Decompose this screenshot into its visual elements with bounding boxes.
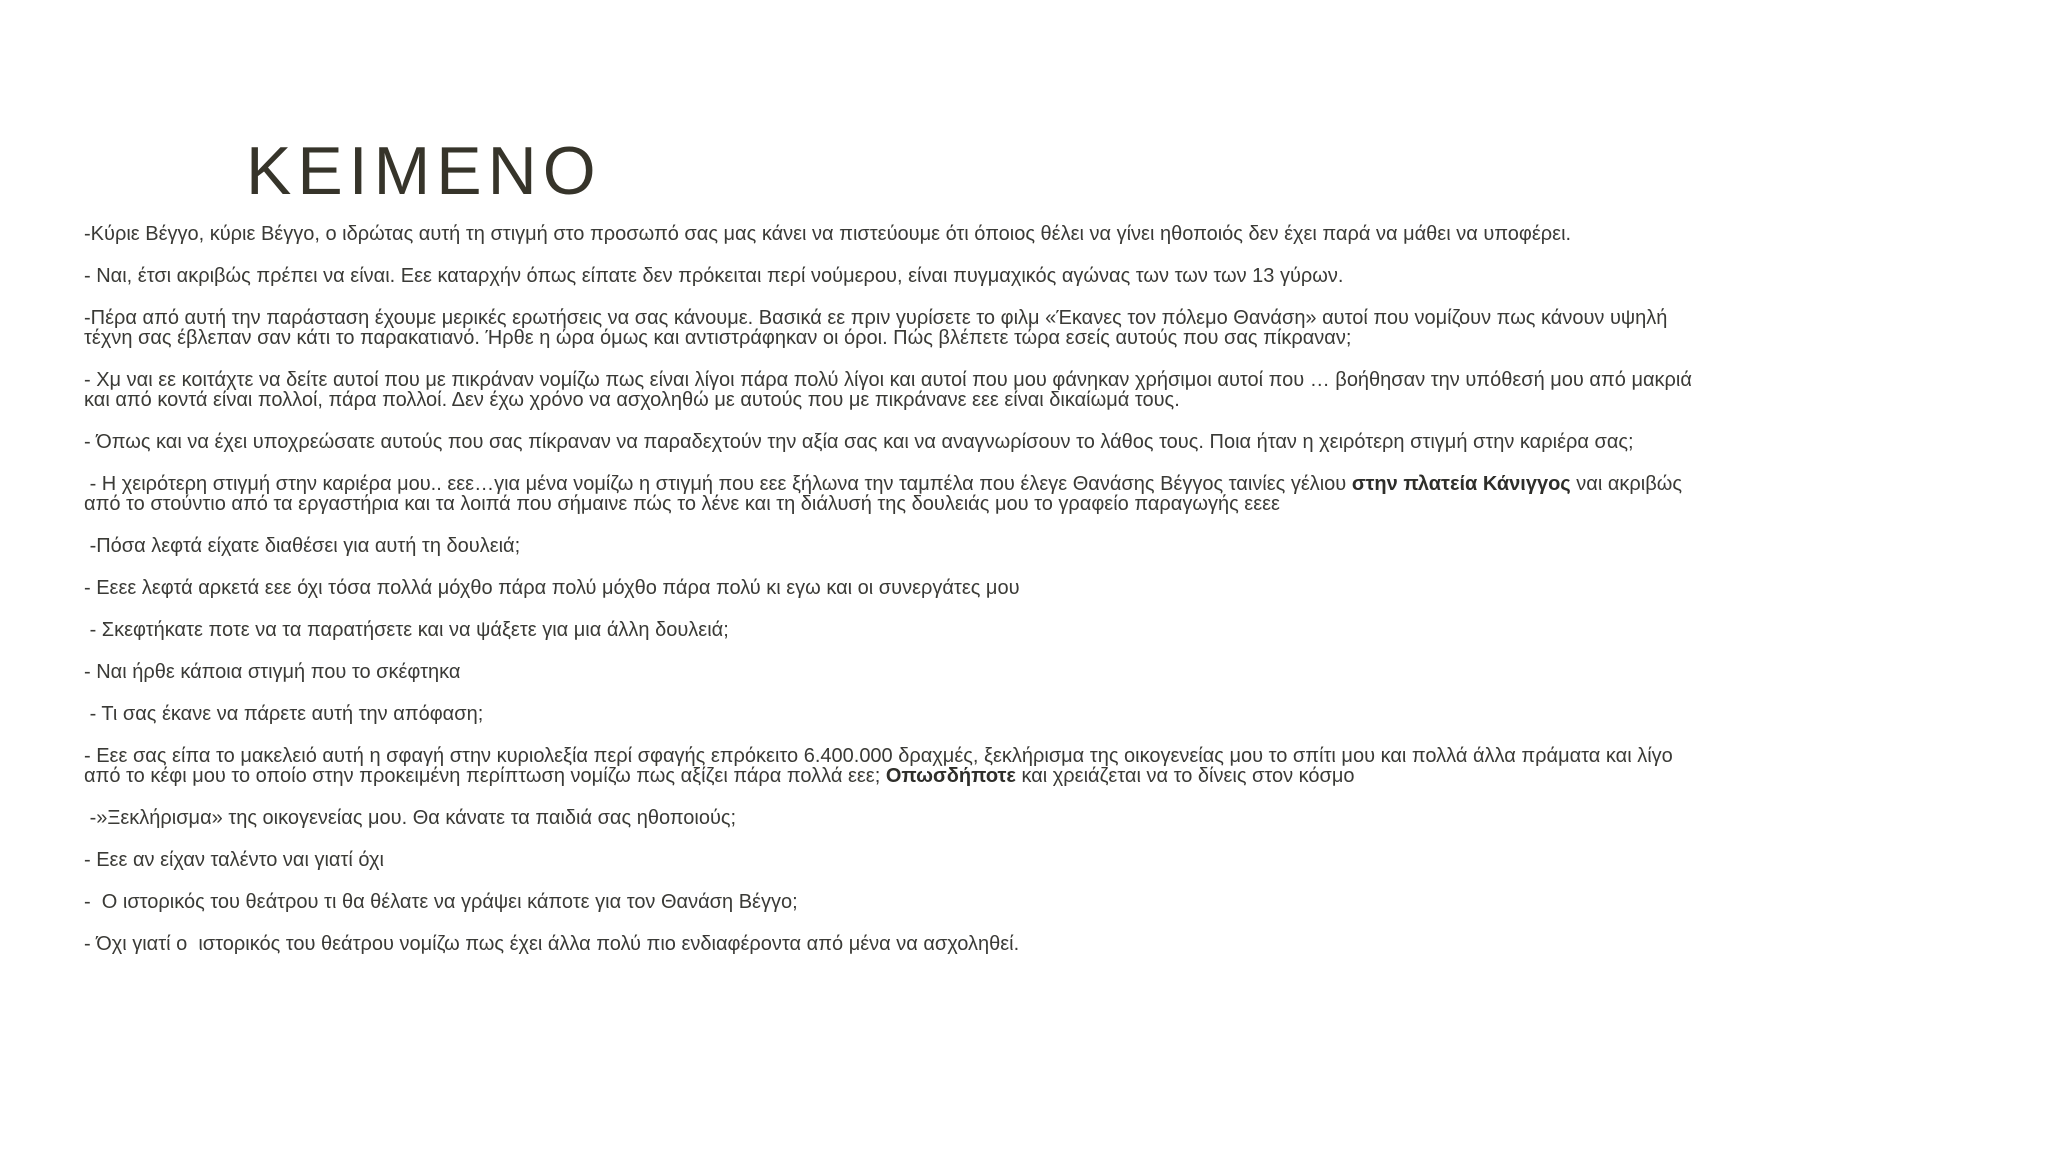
interview-paragraph: [84, 224, 1844, 244]
interview-paragraph: [84, 474, 1844, 514]
text-segment: - Εεε σας είπα το μακελειό αυτή η σφαγή στην κυριολεξία περί σφαγής επρόκειτο 6.400.000 δραχμές, ξεκλήρισμα της οικογενείας μου το σπίτι μου και πολλά άλλα πράματα και λίγο από το κέφι μου το οποίο στην προκειμένη περίπτωση νομίζω πως αξίζει πάρα πολλά εεε;: [84, 745, 1673, 787]
interview-paragraph: [84, 746, 1844, 786]
interview-text: [84, 224, 1844, 976]
bold-text-segment: στην πλατεία Κάνιγγος: [1351, 473, 1571, 495]
interview-paragraph: [84, 536, 1844, 556]
text-segment: - Η χειρότερη στιγμή στην καριέρα μου.. εεε…για μένα νομίζω η στιγμή που εεε ξήλωνα την ταμπέλα που έλεγε Θανάσης Βέγγος ταινίες γέλιου: [84, 473, 1352, 495]
text-segment: -Πέρα από αυτή την παράσταση έχουμε μερικές ερωτήσεις να σας κάνουμε. Βασικά εε πριν γυρίσετε το φιλμ «Έκανες τον πόλεμο Θανάση» αυτοί που νομίζουν πως κάνουν υψηλή τέχνη σας έβλεπαν σαν κάτι το παρακατιανό. Ήρθε η ώρα όμως και αντιστράφηκαν οι όροι. Πώς βλέπετε τώρα εσείς αυτούς που σας πίκραναν;: [84, 307, 1668, 349]
text-segment: -Κύριε Βέγγο, κύριε Βέγγο, ο ιδρώτας αυτή τη στιγμή στο προσωπό σας μας κάνει να πιστεύουμε ότι όποιος θέλει να γίνει ηθοποιός δεν έχει παρά να μάθει να υποφέρει.: [84, 223, 1572, 245]
interview-paragraph: [84, 934, 1844, 954]
text-segment: - Ναι, έτσι ακριβώς πρέπει να είναι. Εεε καταρχήν όπως είπατε δεν πρόκειται περί νούμερου, είναι πυγμαχικός αγώνας των των των 13 γύρων.: [84, 265, 1344, 287]
text-segment: - Χμ ναι εε κοιτάχτε να δείτε αυτοί που με πικράναν νομίζω πως είναι λίγοι πάρα πολύ λίγοι και αυτοί που μου φάνηκαν χρήσιμοι αυτοί που … βοήθησαν την υπόθεσή μου από μακριά και από κοντά είναι πολλοί, πάρα πολλοί. Δεν έχω χρόνο να ασχοληθώ με αυτούς που με πικράνανε εεε είναι δικαίωμά τους.: [84, 369, 1692, 411]
text-segment: -Πόσα λεφτά είχατε διαθέσει για αυτή τη δουλειά;: [84, 535, 521, 557]
slide-title: ΚΕΙΜΕΝΟ: [246, 133, 602, 209]
interview-paragraph: [84, 432, 1844, 452]
text-segment: -»Ξεκλήρισμα» της οικογενείας μου. Θα κάνατε τα παιδιά σας ηθοποιούς;: [84, 807, 737, 829]
text-segment: - Ο ιστορικός του θεάτρου τι θα θέλατε να γράψει κάποτε για τον Θανάση Βέγγο;: [84, 891, 798, 913]
interview-paragraph: [84, 370, 1844, 410]
text-segment: - Όπως και να έχει υποχρεώσατε αυτούς που σας πίκραναν να παραδεχτούν την αξία σας και να αναγνωρίσουν το λάθος τους. Ποια ήταν η χειρότερη στιγμή στην καριέρα σας;: [84, 431, 1634, 453]
interview-paragraph: [84, 850, 1844, 870]
interview-paragraph: [84, 620, 1844, 640]
interview-paragraph: [84, 308, 1844, 348]
bold-text-segment: Οπωσδήποτε: [885, 765, 1016, 787]
text-segment: - Εεε αν είχαν ταλέντο ναι γιατί όχι: [84, 849, 384, 871]
interview-paragraph: [84, 808, 1844, 828]
text-segment: - Σκεφτήκατε ποτε να τα παρατήσετε και να ψάξετε για μια άλλη δουλειά;: [84, 619, 729, 641]
interview-paragraph: [84, 662, 1844, 682]
text-segment: και χρειάζεται να το δίνεις στον κόσμο: [1015, 765, 1355, 787]
interview-paragraph: [84, 578, 1844, 598]
interview-paragraph: [84, 266, 1844, 286]
text-segment: - Ναι ήρθε κάποια στιγμή που το σκέφτηκα: [84, 661, 461, 683]
interview-paragraph: [84, 892, 1844, 912]
text-segment: - Εεεε λεφτά αρκετά εεε όχι τόσα πολλά μόχθο πάρα πολύ μόχθο πάρα πολύ κι εγω και οι συνεργάτες μου: [84, 577, 1020, 599]
text-segment: - Όχι γιατί ο ιστορικός του θεάτρου νομίζω πως έχει άλλα πολύ πιο ενδιαφέροντα από μένα να ασχοληθεί.: [84, 933, 1020, 955]
text-segment: ναι ακριβώς από το στούντιο από τα εργαστήρια και τα λοιπά που σήμαινε πώς το λένε και τη διάλυσή της δουλειάς μου το γραφείο παραγωγής εεεε: [84, 473, 1682, 515]
text-segment: - Τι σας έκανε να πάρετε αυτή την απόφαση;: [84, 703, 484, 725]
interview-paragraph: [84, 704, 1844, 724]
